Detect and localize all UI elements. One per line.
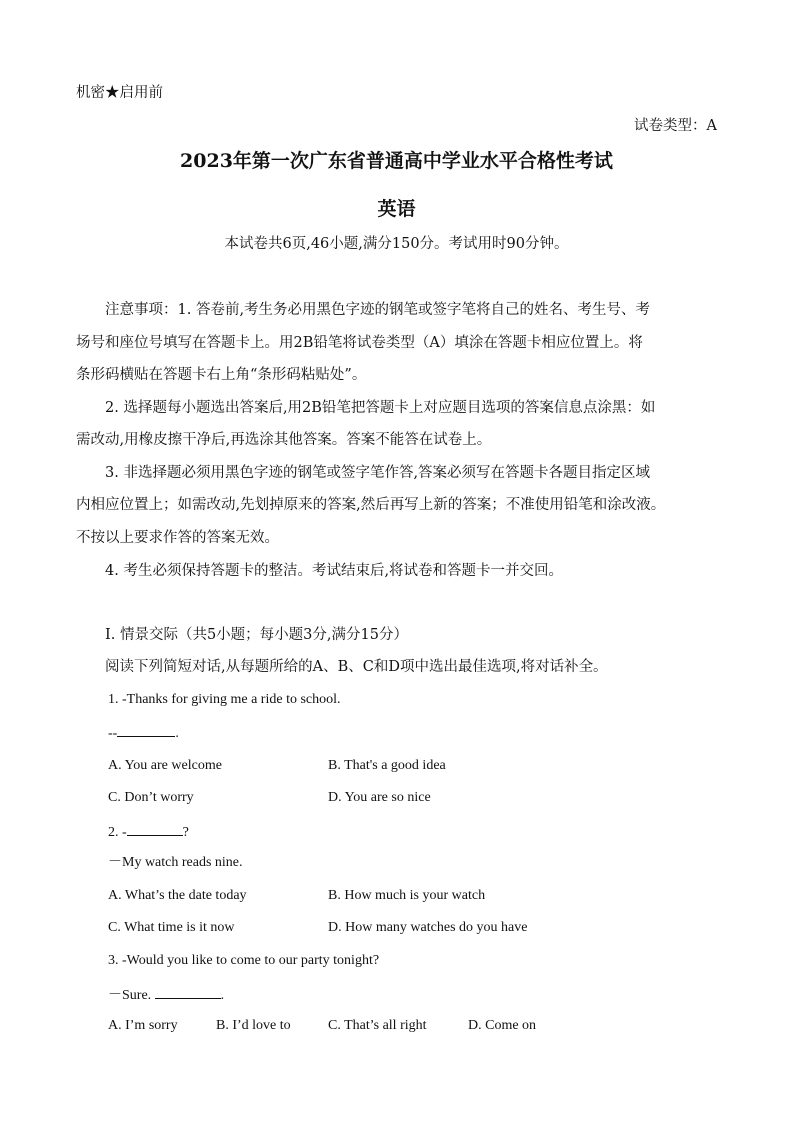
section-heading: I. 情景交际（共5小题；每小题3分,满分15分） bbox=[105, 627, 408, 643]
prompt-prefix: 2. - bbox=[108, 825, 127, 840]
q3-option-a: A. I’m sorry bbox=[108, 1018, 178, 1033]
question-3-response bbox=[108, 984, 224, 1006]
response-suffix: . bbox=[175, 726, 179, 741]
q1-option-b: B. That's a good idea bbox=[328, 758, 446, 773]
question-3-prompt: 3. -Would you like to come to our party tonight? bbox=[108, 953, 380, 968]
q2-option-d: D. How many watches do you have bbox=[328, 920, 528, 935]
q1-option-d: D. You are so nice bbox=[328, 790, 431, 805]
section-instruction: 阅读下列简短对话,从每题所给的A、B、C和D项中选出最佳选项,将对话补全。 bbox=[105, 659, 608, 675]
q1-option-c: C. Don’t worry bbox=[108, 790, 194, 805]
note-line: 3. 非选择题必须用黑色字迹的钢笔或签字笔作答,答案必须写在答题卡各题目指定区域 bbox=[105, 465, 651, 481]
question-2-prompt bbox=[108, 821, 189, 843]
question-1-response bbox=[108, 722, 179, 744]
answer-blank bbox=[117, 722, 175, 737]
note-line: 注意事项：1. 答卷前,考生务必用黑色字迹的钢笔或签字笔将自己的姓名、考生号、考 bbox=[105, 302, 651, 318]
response-prefix: －Sure. bbox=[108, 988, 155, 1003]
confidential-label: 机密★启用前 bbox=[76, 85, 163, 101]
q2-option-b: B. How much is your watch bbox=[328, 888, 486, 903]
q2-option-c: C. What time is it now bbox=[108, 920, 235, 935]
prompt-suffix: ? bbox=[182, 825, 189, 840]
q3-option-b: B. I’d love to bbox=[216, 1018, 291, 1033]
note-line: 2. 选择题每小题选出答案后,用2B铅笔把答题卡上对应题目选项的答案信息点涂黑：如 bbox=[105, 400, 656, 416]
exam-title: 2023年第一次广东省普通高中学业水平合格性考试 bbox=[180, 150, 613, 172]
q2-option-a: A. What’s the date today bbox=[108, 888, 247, 903]
answer-blank bbox=[127, 821, 183, 836]
exam-intro: 本试卷共6页,46小题,满分150分。考试用时90分钟。 bbox=[224, 236, 569, 252]
q3-option-d: D. Come on bbox=[468, 1018, 537, 1033]
answer-blank bbox=[155, 984, 221, 999]
question-1-prompt: 1. -Thanks for giving me a ride to school. bbox=[108, 692, 341, 707]
note-line: 需改动,用橡皮擦干净后,再选涂其他答案。答案不能答在试卷上。 bbox=[76, 432, 492, 448]
note-line: 内相应位置上；如需改动,先划掉原来的答案,然后再写上新的答案；不准使用铅笔和涂改液。 bbox=[76, 497, 666, 513]
note-line: 条形码横贴在答题卡右上角“条形码粘贴处”。 bbox=[76, 367, 367, 383]
response-suffix: . bbox=[220, 988, 225, 1003]
q3-option-c: C. That’s all right bbox=[328, 1018, 427, 1033]
note-line: 4. 考生必须保持答题卡的整洁。考试结束后,将试卷和答题卡一并交回。 bbox=[105, 563, 564, 579]
note-line: 场号和座位号填写在答题卡上。用2B铅笔将试卷类型（A）填涂在答题卡相应位置上。将 bbox=[76, 335, 643, 351]
question-2-response: －My watch reads nine. bbox=[108, 855, 243, 870]
note-line: 不按以上要求作答的答案无效。 bbox=[76, 530, 279, 546]
q1-option-a: A. You are welcome bbox=[108, 758, 222, 773]
paper-type-label: 试卷类型：A bbox=[634, 118, 717, 134]
subject-title: 英语 bbox=[377, 198, 416, 220]
response-prefix: -- bbox=[108, 726, 118, 741]
